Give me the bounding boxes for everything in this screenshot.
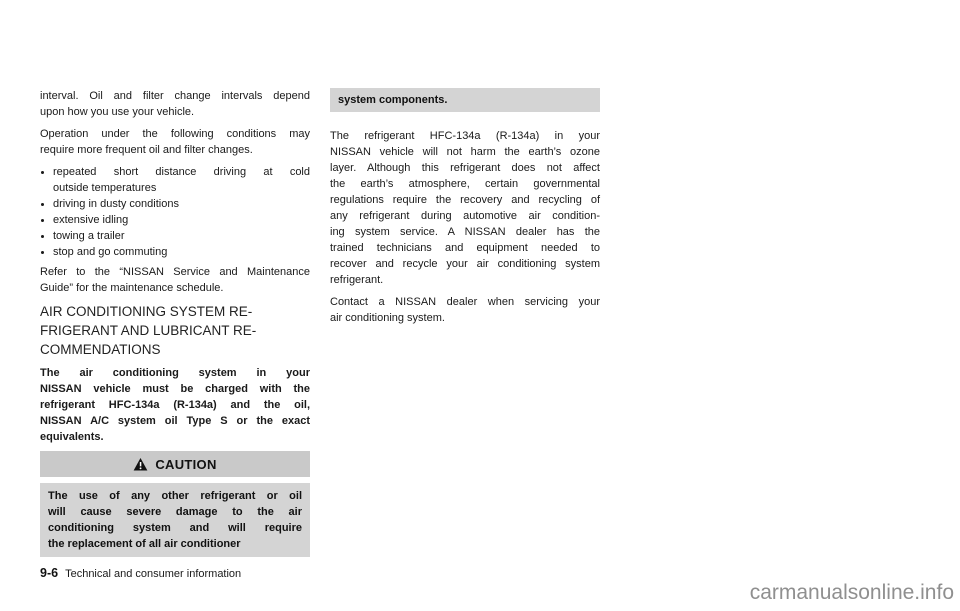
- bullet-icon: [40, 212, 53, 228]
- text-line: towing a trailer: [53, 230, 125, 242]
- text-line: ing system service. A NISSAN dealer has the: [330, 226, 600, 238]
- text-line: refrigerant.: [330, 274, 384, 286]
- text-line: Contact a NISSAN dealer when servicing your: [330, 296, 600, 308]
- bullet-text: [53, 228, 310, 244]
- text-line: conditioning system and will require: [48, 522, 302, 534]
- text-line: regulations require the recovery and recycling of: [330, 194, 600, 206]
- text-line: FRIGERANT AND LUBRICANT RE-: [40, 323, 257, 338]
- text-line: NISSAN A/C system oil Type S or the exact: [40, 415, 310, 427]
- page-footer: [40, 566, 241, 580]
- text-line: recover and recycle your air conditioning system: [330, 258, 600, 270]
- text-line: The air conditioning system in your: [40, 367, 310, 379]
- left-column: [40, 88, 310, 557]
- text-line: stop and go commuting: [53, 246, 168, 258]
- page-number: 9-6: [40, 566, 59, 580]
- caution-label: CAUTION: [155, 456, 217, 472]
- list-item: [40, 164, 310, 196]
- paragraph-operation-conditions: [40, 126, 310, 158]
- text-line: layer. Although this refrigerant does not affect: [330, 162, 600, 174]
- bullet-icon: [40, 196, 53, 212]
- text-line: Refer to the “NISSAN Service and Maintenance: [40, 266, 310, 278]
- paragraph-oil-interval: [40, 88, 310, 120]
- text-line: COMMENDATIONS: [40, 342, 161, 357]
- text-line: any refrigerant during automotive air condition-: [330, 210, 600, 222]
- bullet-text: [53, 244, 310, 260]
- text-line: upon how you use your vehicle.: [40, 106, 195, 118]
- text-line: driving in dusty conditions: [53, 198, 179, 210]
- text-line: AIR CONDITIONING SYSTEM RE-: [40, 304, 253, 319]
- caution-continuation-box: system components.: [330, 88, 600, 112]
- text-line: repeated short distance driving at cold: [53, 166, 310, 178]
- paragraph-refrigerant-recycling: [330, 128, 600, 288]
- bullet-icon: [40, 228, 53, 244]
- text-line: Guide” for the maintenance schedule.: [40, 282, 224, 294]
- text-line: Operation under the following conditions may: [40, 128, 310, 140]
- text-line: The use of any other refrigerant or oil: [48, 490, 302, 502]
- bullet-text: [53, 196, 310, 212]
- text-line: The refrigerant HFC-134a (R-134a) in your: [330, 130, 600, 142]
- text-line: NISSAN vehicle will not harm the earth’s ozone: [330, 146, 600, 158]
- text-line: the earth’s atmosphere, certain governmental: [330, 178, 600, 190]
- right-column: [330, 88, 600, 332]
- bullet-icon: [40, 164, 53, 196]
- text-line: the replacement of all air conditioner: [48, 538, 241, 550]
- footer-section-title: Technical and consumer information: [65, 568, 242, 580]
- section-heading-ac-refrigerant: [40, 302, 310, 359]
- text-line: refrigerant HFC-134a (R-134a) and the oil,: [40, 399, 310, 411]
- bullet-text: [53, 212, 310, 228]
- bullet-icon: [40, 244, 53, 260]
- paragraph-contact-dealer: [330, 294, 600, 326]
- bullet-text: [53, 164, 310, 196]
- list-item: [40, 196, 310, 212]
- watermark: carmanualsonline.info: [749, 581, 954, 604]
- paragraph-maintenance-guide: [40, 264, 310, 296]
- text-line: will cause severe damage to the air: [48, 506, 302, 518]
- list-item: [40, 228, 310, 244]
- text-line: NISSAN vehicle must be charged with the: [40, 383, 310, 395]
- list-item: [40, 244, 310, 260]
- text-line: trained technicians and equipment needed to: [330, 242, 600, 254]
- text-line: air conditioning system.: [330, 312, 445, 324]
- text-line: equivalents.: [40, 431, 104, 443]
- caution-body-text: [40, 483, 310, 557]
- paragraph-refrigerant-spec: [40, 365, 310, 445]
- text-line: outside temperatures: [53, 182, 157, 194]
- conditions-bullet-list: [40, 164, 310, 260]
- list-item: [40, 212, 310, 228]
- caution-icon: [133, 457, 148, 472]
- caution-header: [40, 451, 310, 477]
- text-line: require more frequent oil and filter changes.: [40, 144, 253, 156]
- text-line: interval. Oil and filter change intervals depend: [40, 90, 310, 102]
- text-line: extensive idling: [53, 214, 129, 226]
